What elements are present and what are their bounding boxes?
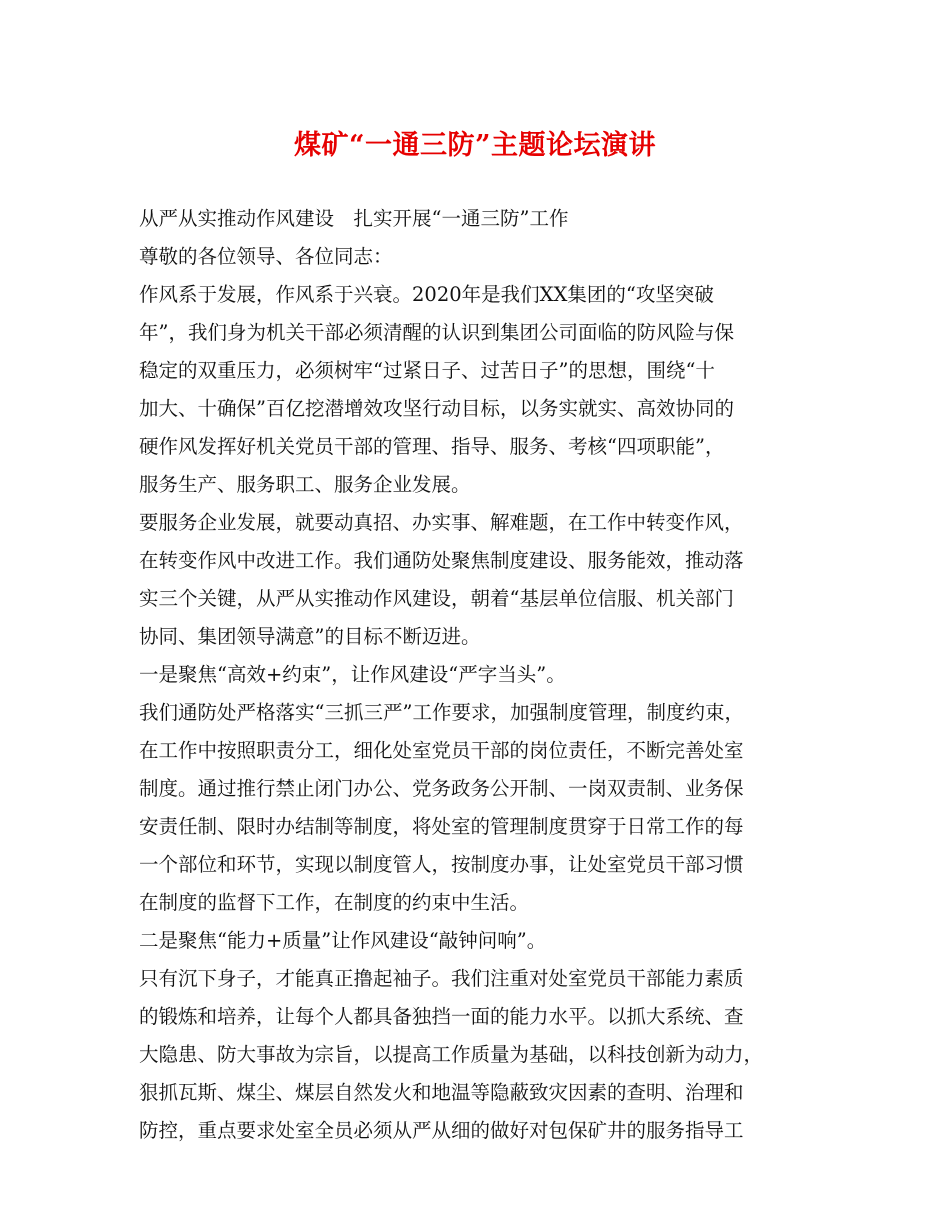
text-line: 硬作风发挥好机关党员干部的管理、指导、服务、考核“四项职能”， bbox=[139, 435, 725, 458]
text-line: 要服务企业发展，就要动真招、办实事、解难题，在工作中转变作风， bbox=[139, 511, 744, 534]
text-line: 稳定的双重压力，必须树牢“过紧日子、过苦日子”的思想，围绕“十 bbox=[139, 359, 715, 382]
text-line: 制度。通过推行禁止闭门办公、党务政务公开制、一岗双责制、业务保 bbox=[139, 777, 744, 800]
text-line: 在转变作风中改进工作。我们通防处聚焦制度建设、服务能效，推动落 bbox=[139, 549, 744, 572]
text-line: 实三个关键，从严从实推动作风建设，朝着“基层单位信服、机关部门 bbox=[139, 587, 734, 610]
text-line: 在制度的监督下工作，在制度的约束中生活。 bbox=[139, 891, 530, 914]
document-title: 煤矿“一通三防”主题论坛演讲 bbox=[293, 130, 657, 161]
document-body bbox=[139, 200, 827, 1150]
text-line: 尊敬的各位领导、各位同志： bbox=[139, 245, 393, 268]
text-line: 只有沉下身子，才能真正撸起袖子。我们注重对处室党员干部能力素质 bbox=[139, 967, 744, 990]
text-line: 一是聚焦“高效+约束”，让作风建设“严字当头”。 bbox=[139, 663, 566, 686]
text-line: 大隐患、防大事故为宗旨，以提高工作质量为基础，以科技创新为动力， bbox=[139, 1043, 764, 1066]
text-line: 我们通防处严格落实“三抓三严”工作要求，加强制度管理，制度约束， bbox=[139, 701, 744, 724]
text-line: 在工作中按照职责分工，细化处室党员干部的岗位责任，不断完善处室 bbox=[139, 739, 744, 762]
text-line: 二是聚焦“能力+质量”让作风建设“敲钟问响”。 bbox=[139, 929, 547, 952]
text-line: 服务生产、服务职工、服务企业发展。 bbox=[139, 473, 471, 496]
text-line: 一个部位和环节，实现以制度管人，按制度办事，让处室党员干部习惯 bbox=[139, 853, 744, 876]
text-line: 年”，我们身为机关干部必须清醒的认识到集团公司面临的防风险与保 bbox=[139, 321, 734, 344]
text-line: 狠抓瓦斯、煤尘、煤层自然发火和地温等隐蔽致灾因素的查明、治理和 bbox=[139, 1081, 744, 1104]
text-line: 的锻炼和培养，让每个人都具备独挡一面的能力水平。以抓大系统、查 bbox=[139, 1005, 744, 1028]
text-line: 防控，重点要求处室全员必须从严从细的做好对包保矿井的服务指导工 bbox=[139, 1119, 744, 1142]
text-line: 从严从实推动作风建设 扎实开展“一通三防”工作 bbox=[139, 207, 569, 230]
text-line: 加大、十确保”百亿挖潜增效攻坚行动目标，以务实就实、高效协同的 bbox=[139, 397, 734, 420]
text-line: 协同、集团领导满意”的目标不断迈进。 bbox=[139, 625, 481, 648]
text-line: 作风系于发展，作风系于兴衰。2020年是我们XX集团的“攻坚突破 bbox=[139, 283, 714, 306]
text-line: 安责任制、限时办结制等制度，将处室的管理制度贯穿于日常工作的每 bbox=[139, 815, 744, 838]
